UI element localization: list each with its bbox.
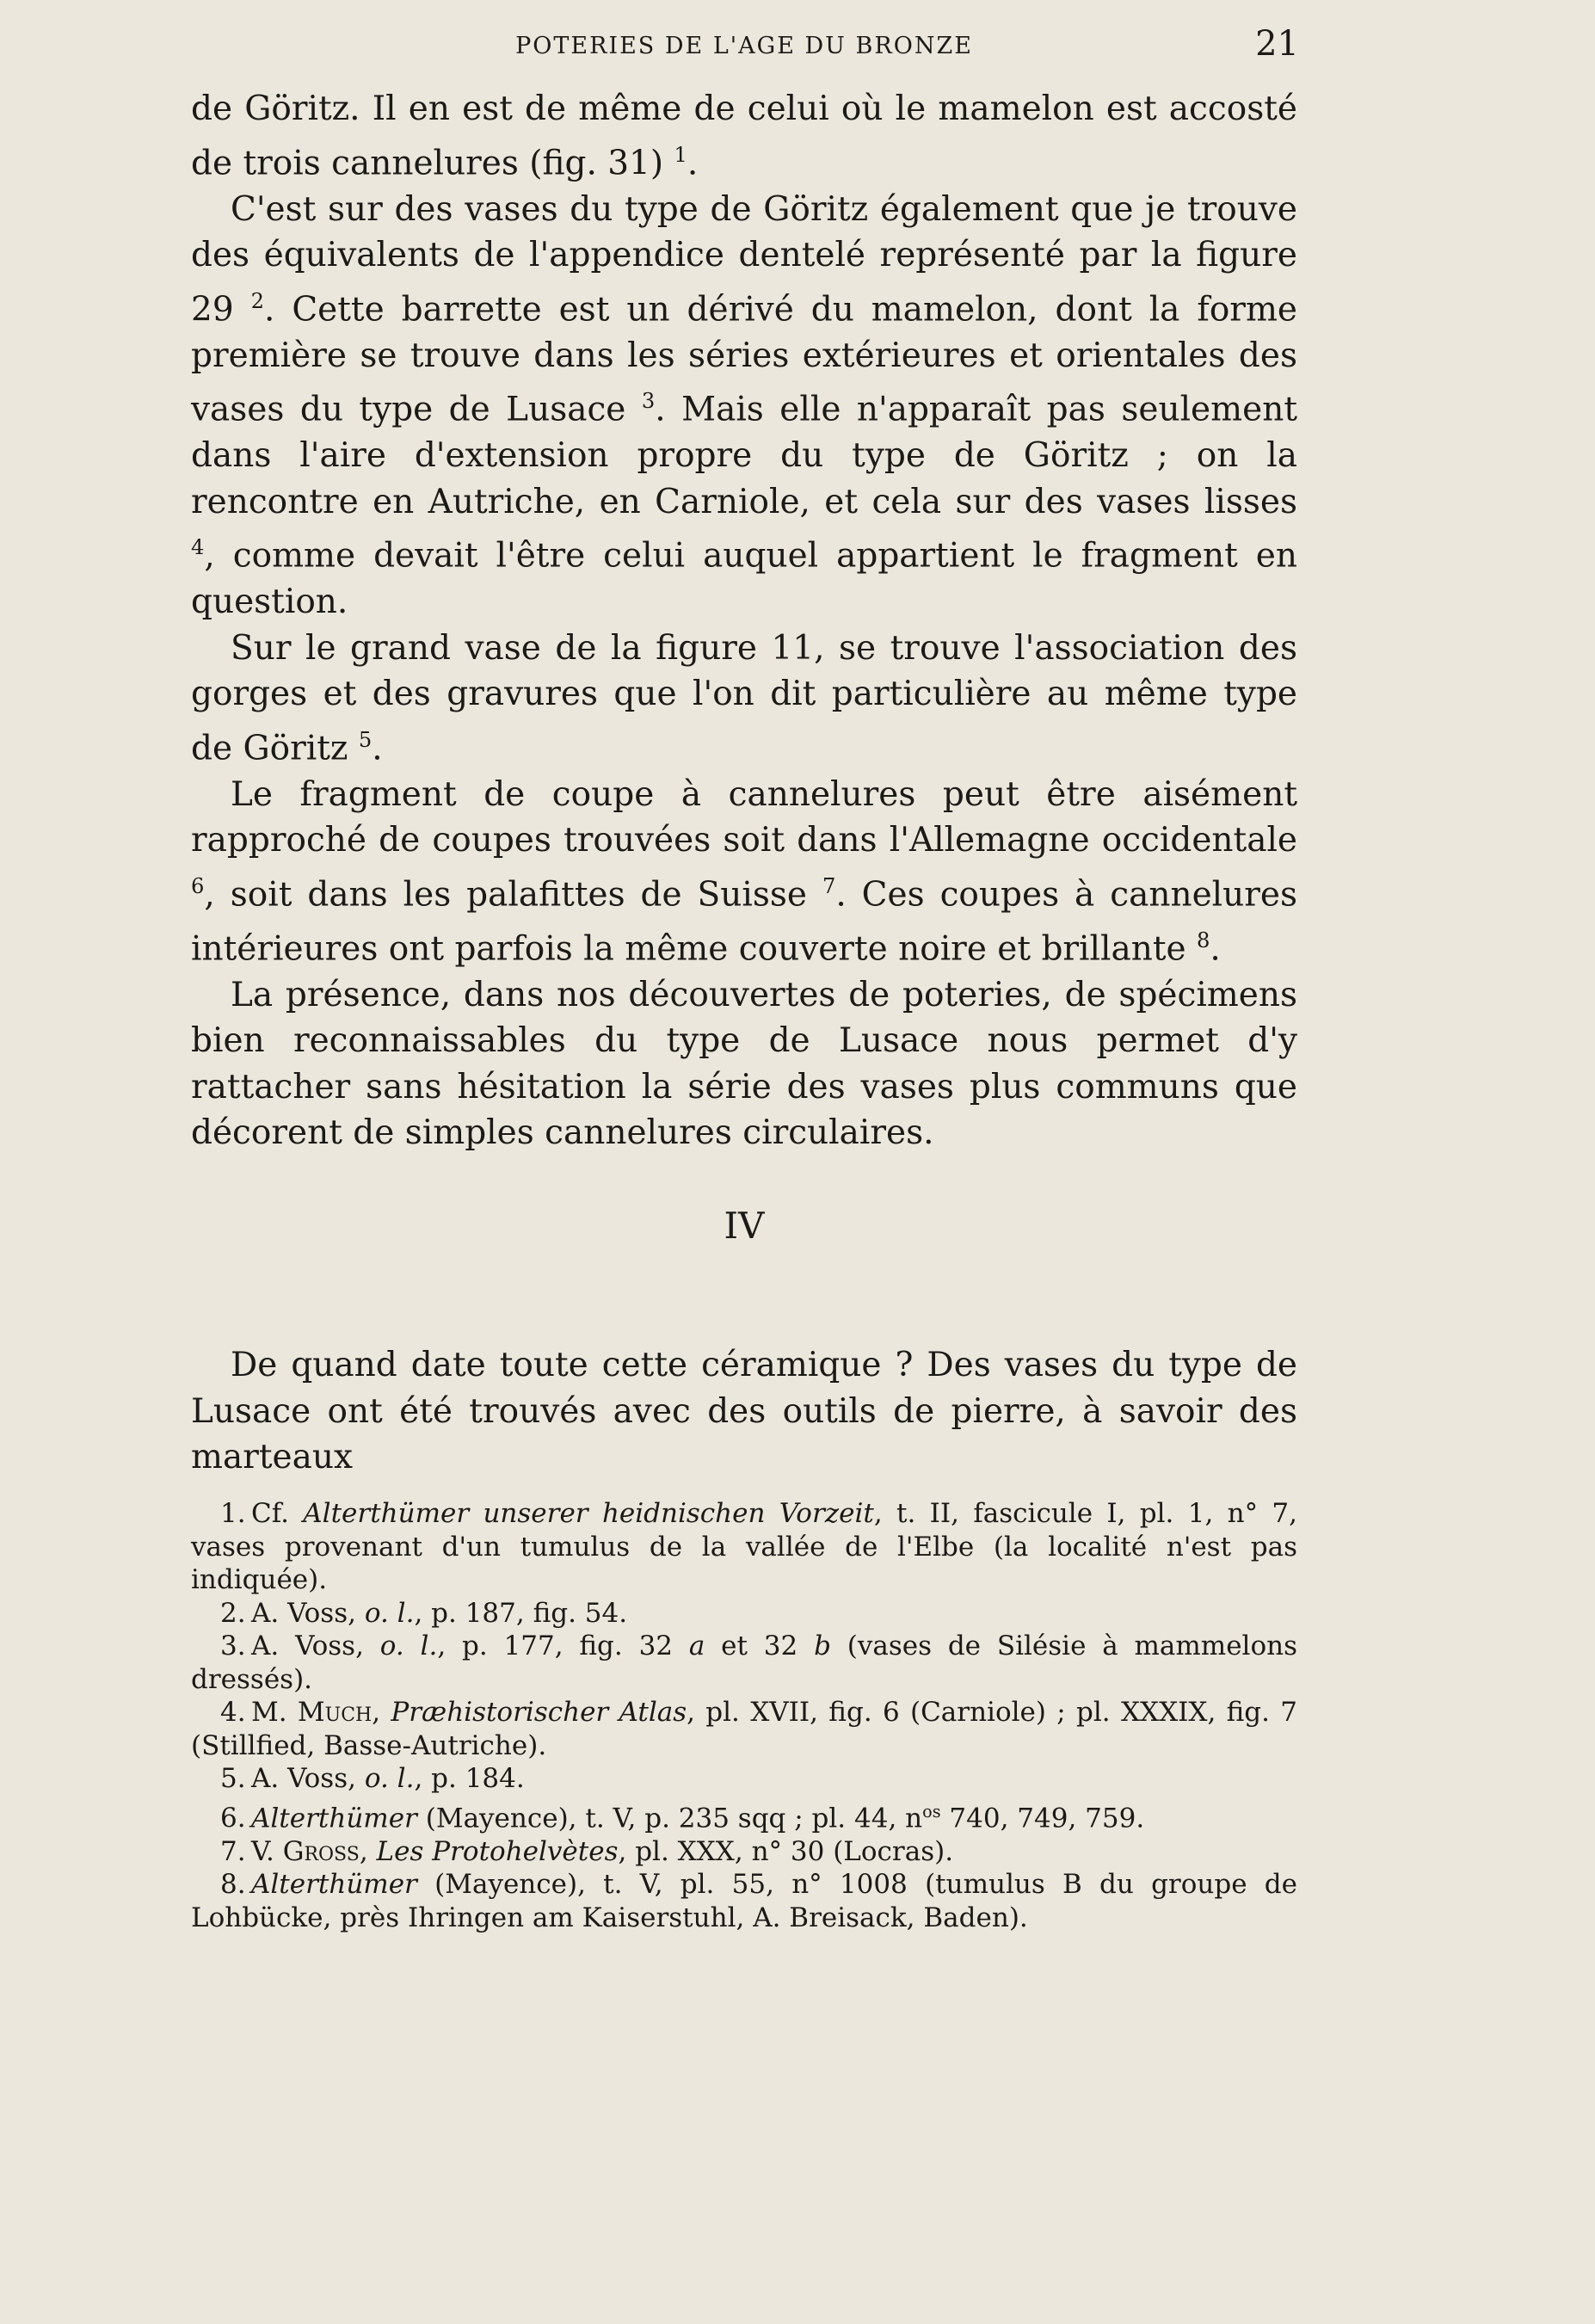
text-run: , soit dans les palafittes de Suisse (204, 875, 822, 914)
text-run: . (1210, 929, 1221, 968)
text-run: , pl. XVII, fig. 6 (Carniole) ; pl. XXXIX, fig. 7 (Stillfied, Basse-Autriche). (191, 1697, 1298, 1761)
text-run: (Mayence), t. V, pl. 55, n° 1008 (tumulus B du groupe de Lohbücke, près Ihringen am Kaiserstuhl, A. Breisack, Baden). (191, 1869, 1297, 1933)
text-run: et 32 (705, 1630, 815, 1661)
footnote-number: 2. (220, 1597, 246, 1629)
citation-title: Les Protohelvètes (376, 1835, 619, 1867)
superscript: os (922, 1801, 941, 1822)
footnote-number: 8. (220, 1869, 246, 1901)
section-heading: IV (724, 1205, 765, 1247)
text-run: . Ces coupes à cannelures intérieures ont parfois la même couverte noire et brillante (191, 875, 1297, 968)
text-run: , p. 187, fig. 54. (414, 1597, 628, 1629)
footnote-number: 6. (220, 1803, 246, 1834)
footnote-number: 1. (220, 1498, 246, 1529)
author-name: Gross (282, 1835, 360, 1867)
text-run: . (372, 729, 383, 767)
text-run: , p. 184. (414, 1763, 525, 1794)
running-title: POTERIES DE L'AGE DU BRONZE (515, 33, 973, 59)
body-text (191, 86, 1297, 1156)
footnote-ref-5: 5 (358, 727, 373, 752)
footnote-2 (191, 1597, 1297, 1630)
citation-title: Præhistorischer Atlas (391, 1697, 687, 1728)
footnote-6 (191, 1796, 1297, 1835)
footnote-ref-3: 3 (641, 389, 656, 413)
paragraph-3 (191, 626, 1297, 772)
text-run: , t. II, fascicule I, pl. 1, n° 7, vases provenant d'un tumulus de la vallée de l'Elbe (la localité n'est pas indiquée). (191, 1498, 1297, 1595)
text-run: , (372, 1697, 391, 1728)
footnote-7 (191, 1835, 1297, 1869)
footnote-8 (191, 1868, 1297, 1934)
paragraph-5: La présence, dans nos découvertes de poteries, de spécimens bien reconnaissables du type de Lusace nous permet d'y rattacher sans hésitation la série des vases plus communs que décorent de simples cannelures circulaires. (191, 975, 1297, 1152)
text-run: A. Voss, (251, 1763, 365, 1794)
text-run: . (687, 144, 699, 182)
footnotes (191, 1497, 1297, 1934)
paragraph-6: De quand date toute cette céramique ? Des vases du type de Lusace ont été trouvés avec des outils de pierre, à savoir des marteaux (191, 1346, 1297, 1476)
citation-abbrev: o. l. (379, 1630, 438, 1661)
footnote-4 (191, 1696, 1297, 1762)
text-run: . Mais elle n'apparaît pas seulement dans l'aire d'extension propre du type de Göritz ; on la rencontre en Autriche, en Carniole, et cela sur des vases lisses (191, 390, 1297, 521)
text-run: M. (251, 1697, 298, 1728)
text-run: C'est sur des vases du type de Göritz également que je trouve des équivalents de l'appendice dentelé représenté par la figure 29 (191, 189, 1297, 329)
text-run: , (359, 1835, 377, 1867)
section-text (191, 1342, 1297, 1481)
footnote-ref-8: 8 (1197, 928, 1210, 952)
citation-abbrev: o. l. (364, 1763, 415, 1794)
footnote-number: 3. (220, 1630, 246, 1661)
citation-abbrev: o. l. (364, 1597, 415, 1629)
footnote-ref-4: 4 (191, 535, 205, 559)
text-run: 740, 749, 759. (940, 1803, 1145, 1834)
footnote-1 (191, 1497, 1297, 1597)
footnote-number: 4. (220, 1697, 246, 1728)
text-run: Cf. (251, 1498, 304, 1529)
footnote-ref-1: 1 (674, 142, 687, 167)
text-run: , pl. XXX, n° 30 (Locras). (618, 1835, 954, 1867)
citation-title: Alterthümer unserer heidnischen Vorzeit (303, 1498, 874, 1529)
text-run: (Mayence), t. V, p. 235 sqq ; pl. 44, n (416, 1803, 923, 1834)
text-run: . Cette barrette est un dérivé du mamelon, dont la forme première se trouve dans les séries extérieures et orientales des vases du type de Lusace (191, 290, 1298, 429)
footnote-number: 7. (220, 1835, 246, 1867)
text-run: A. Voss, (251, 1597, 365, 1629)
paragraph-2 (191, 187, 1297, 626)
paragraph-1 (191, 86, 1297, 187)
page-number: 21 (1255, 24, 1299, 64)
footnote-number: 5. (220, 1763, 246, 1794)
footnote-ref-6: 6 (191, 873, 205, 898)
footnote-ref-7: 7 (822, 873, 836, 898)
text-run: Le fragment de coupe à cannelures peut être aisément rapproché de coupes trouvées soit dans l'Allemagne occidentale (191, 774, 1297, 860)
author-name: Much (297, 1697, 373, 1728)
figure-letter: b (814, 1630, 831, 1661)
footnote-ref-2: 2 (250, 288, 264, 313)
text-run: Sur le grand vase de la figure 11, se trouve l'association des gorges et des gravures que l'on dit particulière au même type de Göritz (191, 628, 1297, 767)
running-head (189, 24, 1299, 76)
citation-title: Alterthümer (251, 1869, 417, 1901)
footnote-3 (191, 1630, 1297, 1696)
text-run: , comme devait l'être celui auquel appartient le fragment en question. (191, 536, 1297, 621)
paragraph-4 (191, 772, 1297, 972)
text-run: A. Voss, (251, 1630, 380, 1661)
figure-letter: a (688, 1630, 705, 1661)
text-run: , p. 177, fig. 32 (437, 1630, 689, 1661)
footnote-5 (191, 1762, 1297, 1796)
text-run: V. (251, 1835, 283, 1867)
citation-title: Alterthümer (251, 1803, 417, 1834)
text-run: (vases de Silésie à mammelons dressés). (191, 1630, 1298, 1695)
text-run: de Göritz. Il en est de même de celui où le mamelon est accosté de trois cannelures (fig. 31) (191, 89, 1297, 182)
